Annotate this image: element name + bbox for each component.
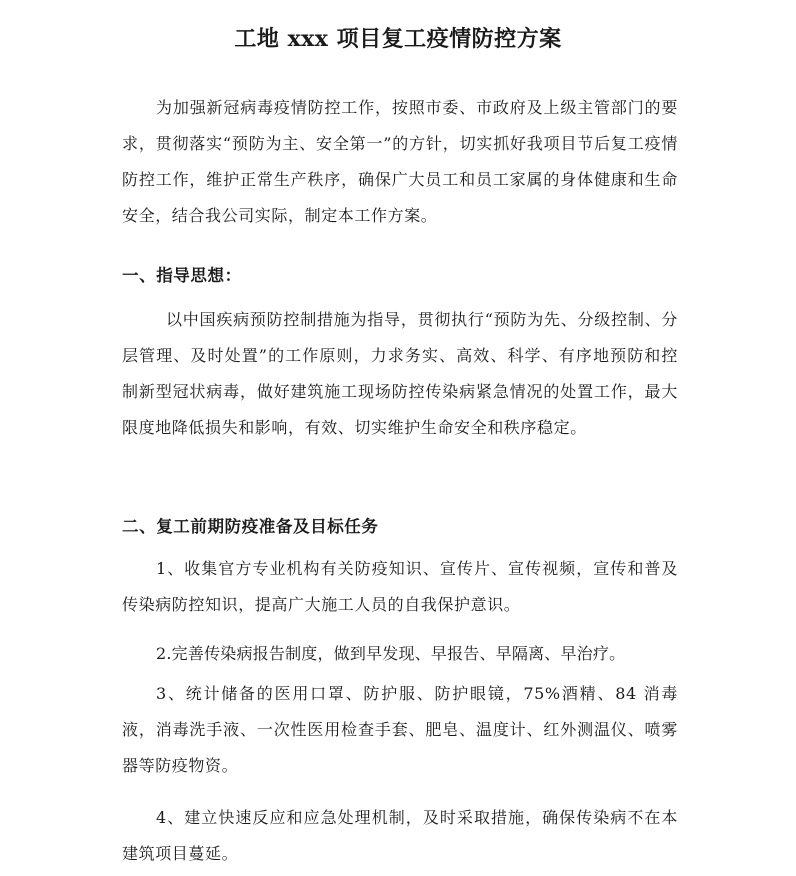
- section-2-heading: 二、复工前期防疫准备及目标任务: [122, 517, 379, 536]
- document-title: 工地 xxx 项目复工疫情防控方案: [234, 26, 562, 52]
- section-2-item-1: 1、收集官方专业机构有关防疫知识、宣传片、宣传视频，宣传和普及传染病防控知识，提高广大施工人员的自我保护意识。: [122, 559, 678, 614]
- section-1-paragraph: 以中国疾病预防控制措施为指导，贯彻执行“预防为先、分级控制、分层管理、及时处置”的工作原则，力求务实、高效、科学、有序地预防和控制新型冠状病毒，做好建筑施工现场防控传染病紧急情况的处置工作，最大限度地降低损失和影响，有效、切实维护生命安全和秩序稳定。: [122, 310, 678, 437]
- section-2-item-2: 2.完善传染病报告制度，做到早发现、早报告、早隔离、早治疗。: [156, 644, 626, 663]
- section-2-item-3: 3、统计储备的医用口罩、防护服、防护眼镜，75%酒精、84 消毒液，消毒洗手液、一次性医用检查手套、肥皂、温度计、红外测温仪、喷雾器等防疫物资。: [122, 684, 678, 775]
- intro-paragraph: 为加强新冠病毒疫情防控工作，按照市委、市政府及上级主管部门的要求，贯彻落实“预防为主、安全第一”的方针，切实抓好我项目节后复工疫情防控工作，维护正常生产秩序，确保广大员工和员工家属的身体健康和生命安全，结合我公司实际，制定本工作方案。: [122, 98, 678, 225]
- section-1-heading: 一、指导思想：: [122, 266, 242, 285]
- section-2-item-4: 4、建立快速反应和应急处理机制，及时采取措施，确保传染病不在本建筑项目蔓延。: [122, 808, 678, 863]
